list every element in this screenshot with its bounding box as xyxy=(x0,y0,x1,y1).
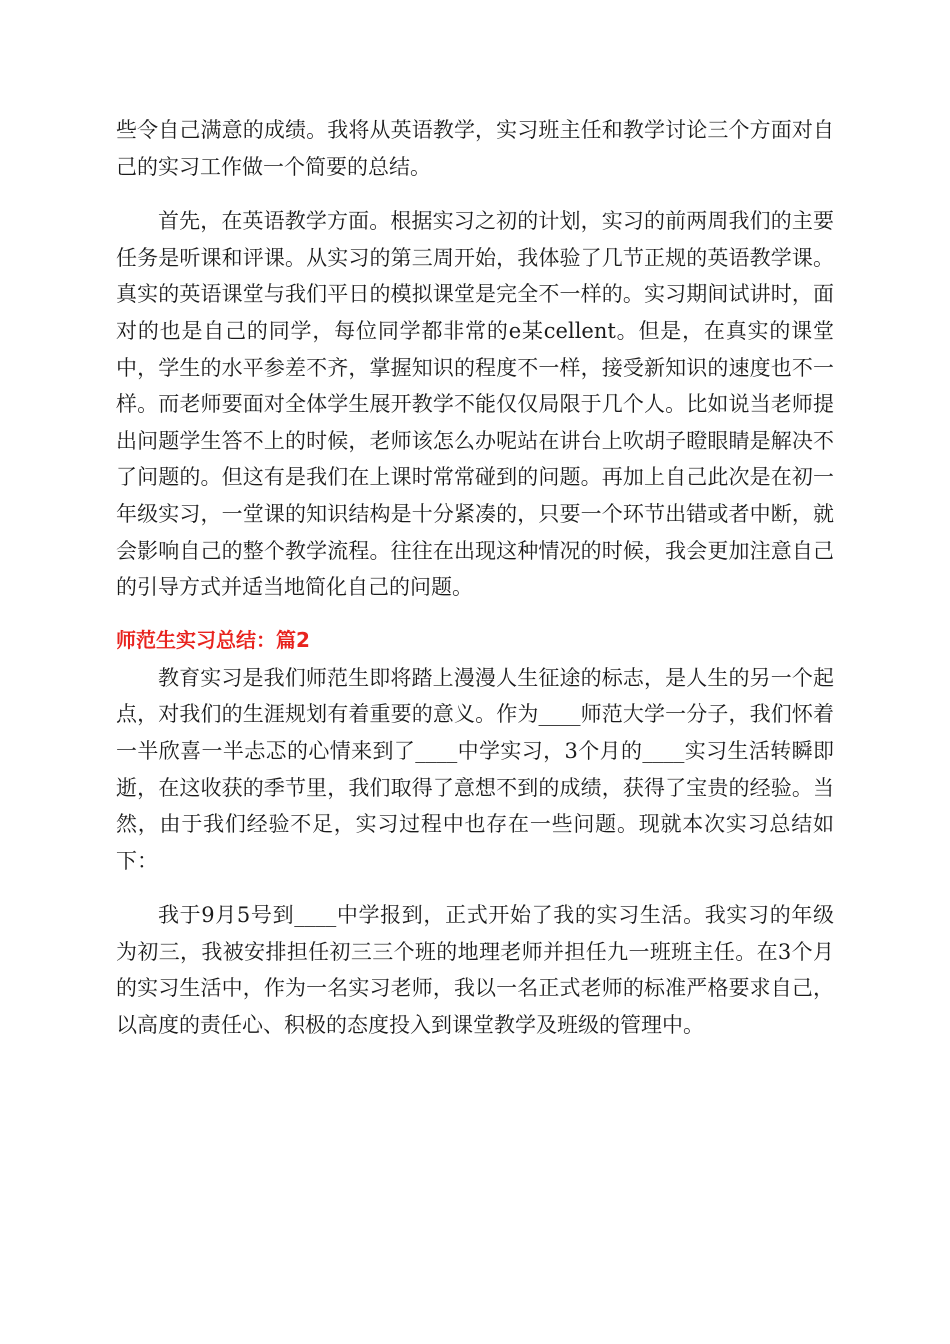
paragraph-arrival: 我于9月5号到____中学报到，正式开始了我的实习生活。我实习的年级为初三，我被安排担任初三三个班的地理老师并担任九一班班主任。在3个月的实习生活中，作为一名实习老师，我以一名正式老师的标准严格要求自己，以高度的责任心、积极的态度投入到课堂教学及班级的管理中。 xyxy=(116,903,834,1038)
paragraph-continuation: 些令自己满意的成绩。我将从英语教学，实习班主任和教学讨论三个方面对自己的实习工作做一个简要的总结。 xyxy=(116,118,834,179)
paragraph-introduction: 教育实习是我们师范生即将踏上漫漫人生征途的标志，是人生的另一个起点，对我们的生涯规划有着重要的意义。作为____师范大学一分子，我们怀着一半欣喜一半忐忑的心情来到了____中学实习，3个月的____实习生活转瞬即逝，在这收获的季节里，我们取得了意想不到的成绩，获得了宝贵的经验。当然，由于我们经验不足，实习过程中也存在一些问题。现就本次实习总结如下： xyxy=(116,665,834,873)
document-body xyxy=(116,112,834,1044)
section-heading: 师范生实习总结：篇2 xyxy=(116,627,310,652)
paragraph-english-teaching: 首先，在英语教学方面。根据实习之初的计划，实习的前两周我们的主要任务是听课和评课。从实习的第三周开始，我体验了几节正规的英语教学课。真实的英语课堂与我们平日的模拟课堂是完全不一样的。实习期间试讲时，面对的也是自己的同学，每位同学都非常的e某cellent。但是，在真实的课堂中，学生的水平参差不齐，掌握知识的程度不一样，接受新知识的速度也不一样。而老师要面对全体学生展开教学不能仅仅局限于几个人。比如说当老师提出问题学生答不上的时候，老师该怎么办呢站在讲台上吹胡子瞪眼睛是解决不了问题的。但这有是我们在上课时常常碰到的问题。再加上自己此次是在初一年级实习，一堂课的知识结构是十分紧凑的，只要一个环节出错或者中断，就会影响自己的整个教学流程。往往在出现这种情况的时候，我会更加注意自己的引导方式并适当地简化自己的问题。 xyxy=(116,209,834,600)
